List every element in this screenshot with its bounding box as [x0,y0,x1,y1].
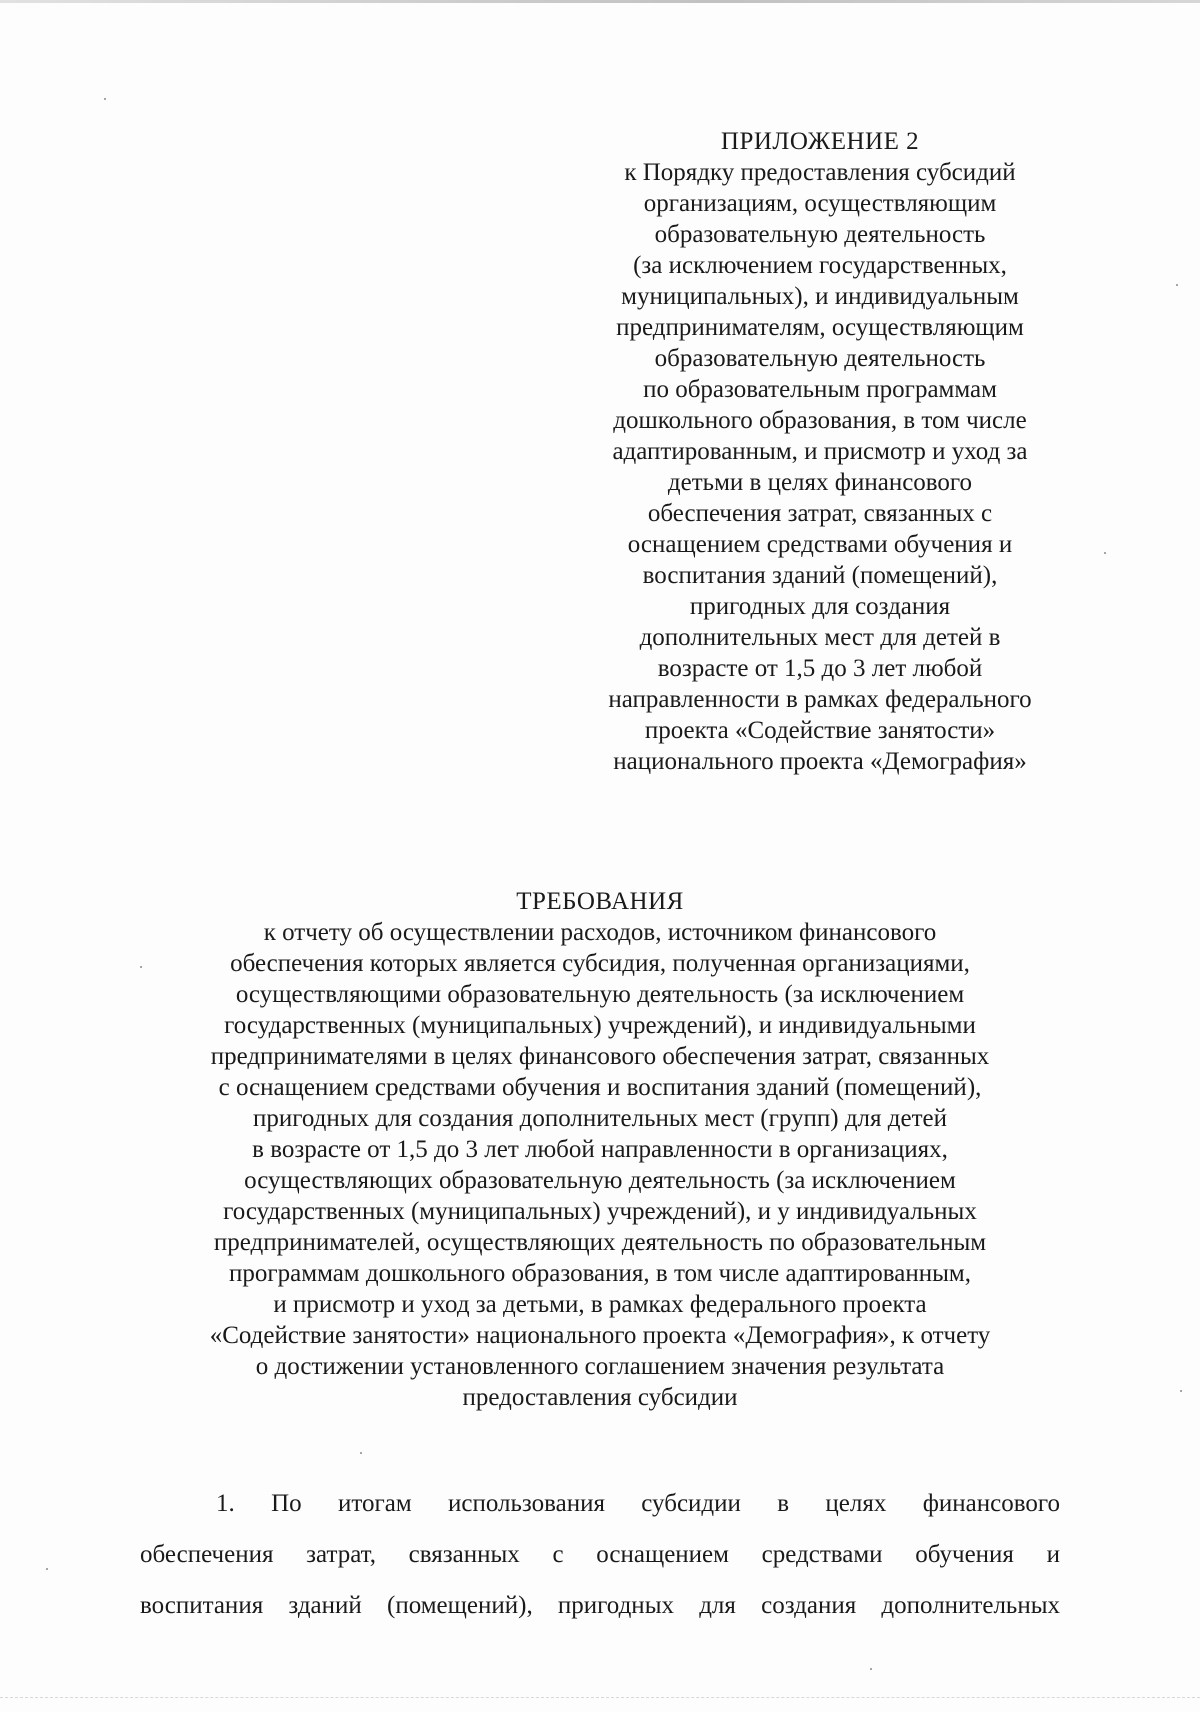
appendix-line: обеспечения затрат, связанных с [647,500,993,527]
appendix-line: возрасте от 1,5 до 3 лет любой [657,655,983,682]
appendix-line: муниципальных), и индивидуальным [621,283,1019,310]
scan-speck [1176,284,1178,286]
body-paragraph [140,1478,1060,1631]
requirements-line: предпринимателей, осуществляющих деятельность по образовательным [213,1229,987,1256]
requirements-line: обеспечения которых является субсидия, полученная организациями, [230,950,970,977]
scan-speck [360,1452,362,1454]
scan-edge-bottom [0,1696,1200,1698]
requirements-line: государственных (муниципальных) учреждений), и у индивидуальных [223,1198,977,1225]
appendix-line: образовательную деятельность [654,221,986,248]
appendix-line: проекта «Содействие занятости» [644,717,996,744]
scan-speck [46,1568,48,1570]
appendix-line: национального проекта «Демография» [613,748,1027,775]
appendix-title: ПРИЛОЖЕНИЕ 2 [720,128,920,155]
requirements-line: с оснащением средствами обучения и воспитания зданий (помещений), [218,1074,982,1101]
requirements-line: к отчету об осуществлении расходов, источником финансового [263,919,937,946]
requirements-line: программам дошкольного образования, в том числе адаптированным, [229,1260,971,1287]
requirements-line: о достижении установленного соглашением значения результата [255,1353,945,1380]
appendix-line: организациям, осуществляющим [643,190,997,217]
body-line: воспитания зданий (помещений), пригодных для создания дополнительных [140,1592,1060,1619]
requirements-title: ТРЕБОВАНИЯ [516,888,684,915]
appendix-line: по образовательным программам [643,376,997,403]
requirements-line: пригодных для создания дополнительных мест (групп) для детей [253,1105,947,1132]
requirements-line: и присмотр и уход за детьми, в рамках федерального проекта [273,1291,927,1318]
requirements-block [100,886,1100,1413]
appendix-line: (за исключением государственных, [633,252,1007,279]
requirements-line: «Содействие занятости» национального проекта «Демография», к отчету [209,1322,991,1349]
appendix-line: дошкольного образования, в том числе [613,407,1027,434]
appendix-line: дополнительных мест для детей в [639,624,1001,651]
appendix-line: оснащением средствами обучения и [627,531,1013,558]
body-line: обеспечения затрат, связанных с оснащением средствами обучения и [140,1541,1060,1568]
appendix-line: к Порядку предоставления субсидий [624,159,1016,186]
appendix-block [560,126,1080,777]
appendix-line: образовательную деятельность [654,345,986,372]
scan-speck [1180,1390,1182,1392]
scan-speck [870,1668,872,1670]
requirements-line: осуществляющих образовательную деятельность (за исключением [244,1167,956,1194]
appendix-line: направленности в рамках федерального [608,686,1032,713]
scan-edge-top [0,0,1200,3]
body-line: 1. По итогам использования субсидии в целях финансового [216,1490,1060,1517]
appendix-line: детьми в целях финансового [667,469,973,496]
requirements-line: государственных (муниципальных) учреждений), и индивидуальными [224,1012,976,1039]
scan-speck [1104,552,1106,554]
requirements-line: предпринимателями в целях финансового обеспечения затрат, связанных [210,1043,990,1070]
appendix-line: воспитания зданий (помещений), [642,562,998,589]
scan-speck [104,98,106,100]
requirements-line: предоставления субсидии [462,1384,738,1411]
appendix-line: адаптированным, и присмотр и уход за [612,438,1028,465]
requirements-line: осуществляющими образовательную деятельность (за исключением [235,981,965,1008]
appendix-line: предпринимателям, осуществляющим [616,314,1024,341]
appendix-line: пригодных для создания [689,593,951,620]
requirements-line: в возрасте от 1,5 до 3 лет любой направленности в организациях, [252,1136,948,1163]
